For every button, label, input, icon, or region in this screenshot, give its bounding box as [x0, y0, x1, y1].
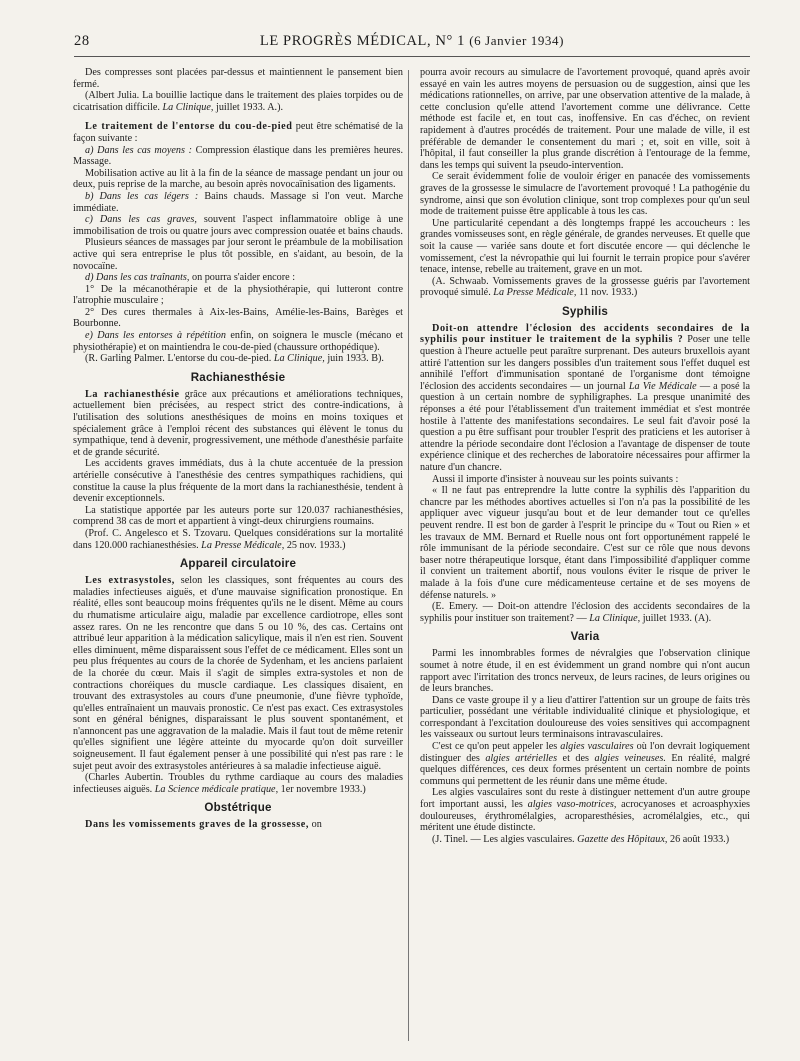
- paragraph: La rachianesthésie grâce aux précautions et améliorations techniques, actuellement bien précisées, au respect strict des contre-indications, à l'utilisation des solutions anesthésiques de moins en moins toxiques et spécialement grâce à l'emploi récent des substances qui élèvent le tonus du sympathique, tend à devenir, progressivement, une méthode d'anesthésie parfaite et de grande sécurité.: [73, 388, 404, 458]
- quotation: « Il ne faut pas entreprendre la lutte contre la syphilis dès l'apparition du chancre par les méthodes abortives actuelles si l'on n'a pas la possibilité de les appliquer avec vigueur jusqu'au bout et de leur demander tout ce qu'elles peuvent rendre. Il est bon de garder à l'esprit le principe du « Tout ou Rien » et les travaux de MM. Bernard et Ruelle nous ont fort opportunément rappelé le rôle immunisant de la période secondaire. C'est sur ce rôle que nous devons baser notre thérapeutique lorsque, étant dans l'impossibilité d'appliquer comme il convient un traitement abortif, nous voulons éviter le risque de priver le malade à la fois d'une cure médicamenteuse certaine et de ses moyens de défense naturels. »: [420, 485, 750, 601]
- paragraph: Ce serait évidemment folie de vouloir ériger en panacée des vomissements graves de la grossesse le simulacre de l'avortement provoqué ! La pathogénie du syndrome, ainsi que son évolution clinique, sont trop complexes pour qu'un seul mode de traitement puisse être applicable à tous les cas.: [420, 171, 750, 218]
- section-heading-varia: Varia: [570, 630, 600, 644]
- citation: (J. Tinel. — Les algies vasculaires. Gazette des Hôpitaux, 26 août 1933.): [432, 833, 730, 845]
- paragraph: pourra avoir recours au simulacre de l'avortement provoqué, quand après avoir essayé en vain les autres moyens de persuasion ou de suggestion, ainsi que les médications rationnelles, on arrive, par une observation attentive de la malade, à cette conclusion qu'elle attend l'avortement comme une délivrance. Cette méthode est facile et, en tout cas, inoffensive. En cas d'échec, on revient rapidement à d'autres procédés de traitement. Pour une malade de ville, il est préférable de demander le consentement du mari ; et, soit en ville, soit à l'hôpital, il faut conseiller la plus grande discrétion à l'entourage de la femme, dans les temps qui suivent la pseudo-intervention.: [420, 67, 750, 171]
- list-item: d) Dans les cas traînants, on pourra s'aider encore :: [85, 272, 296, 284]
- paragraph: Aussi il importe d'insister à nouveau sur les points suivants :: [432, 473, 679, 485]
- paragraph: Plusieurs séances de massages par jour seront le préambule de la mobilisation active qui sera entreprise le plus tôt possible, en s'aidant, au besoin, de la novocaïne.: [73, 237, 403, 272]
- paragraph: Une particularité cependant a dès longtemps frappé les accoucheurs : les grandes vomisseuses sont, en règle générale, de grandes nerveuses. Et quelle que soit la cause — variée sans doute et fort discutée encore — qui déclenche le vomissement, c'est la névropathie qui lui fournit le terrain propice pour s'avérer tenace, intense, rebelle au traitement, grave en un mot.: [420, 217, 750, 276]
- paragraph: Parmi les innombrables formes de névralgies que l'observation clinique soumet à notre étude, il en est évidemment un grand nombre qui n'ont aucun rapport avec l'irritation des troncs nerveux, de leurs racines, de leurs origines ou de leurs branches.: [420, 648, 750, 695]
- paragraph: Les algies vasculaires sont du reste à distinguer nettement d'un autre groupe fort important aussi, les algies vaso-motrices, acrocyanoses et acroasphyxies douloureuses, érythromélalgies, acroparesthésies, acromélalgies, etc., qui méritent une étude distincte.: [420, 787, 751, 834]
- citation: (R. Garling Palmer. L'entorse du cou-de-pied. La Clinique, juin 1933. B).: [85, 353, 384, 365]
- right-column: [420, 67, 750, 845]
- section-heading-appareil-circulatoire: Appareil circulatoire: [179, 557, 297, 571]
- column-divider: [408, 70, 409, 1041]
- page-header: [74, 30, 750, 52]
- running-title: [74, 33, 750, 50]
- list-item: 2° Des cures thermales à Aix-les-Bains, Amélie-les-Bains, Barèges et Bourbonne.: [73, 306, 403, 330]
- list-item: a) Dans les cas moyens : Compression élastique dans les premières heures. Massage.: [73, 144, 404, 168]
- paragraph: Mobilisation active au lit à la fin de la séance de massage pendant un jour ou deux, puis reprise de la marche, au besoin après novocaïnisation des ligaments.: [73, 167, 403, 191]
- journal-title: LE PROGRÈS MÉDICAL, N° 1: [259, 33, 466, 49]
- paragraph: Les extrasystoles, selon les classiques, sont fréquentes au cours des maladies infectieuses aiguës, et d'une mauvaise signification pronostique. En réalité, elles sont beaucoup moins fréquentes qu'ils ne le disent. Même au cours du rhumatisme articulaire aigu, maladie par excellence cardiotrope, elles sont assez rares. On ne les rencontre que dans 5 ou 10 %, des cas. Certains ont attribué leur apparition à la médication salicylique, mais il n'en est rien. Souvent elles diminuent, même disparaissent sous l'effet de ce médicament. Elles sont un peu plus fréquentes au cours de la chorée de Sydenham, et les anciens parlaient de la chorée du cœur. Mais il s'agit de simples extra-systoles et non de contractions choréiques du muscle cardiaque. Les classiques disaient, en trouvant des extrasystoles au cours d'une pneumonie, d'une fièvre typhoïde, qu'elles entraînaient un mauvais pronostic. Ce n'est pas exact. Ces extrasystoles sont en général bénignes, disparaissant le plus souvent spontanément, et n'annoncent pas une aggravation de la maladie. Mais il faut tout de même retenir qu'elles signifient une légère atteinte du myocarde qu'on doit surveiller soigneusement. Il faut également penser à une possibilité qui n'est pas rare : le sujet peut avoir des extrasystoles antérieures à sa maladie infectieuse aiguë.: [73, 575, 403, 772]
- paragraph: Dans ce vaste groupe il y a lieu d'attirer l'attention sur un groupe de faits très particulier, possédant une véritable individualité clinique et physiologique, et correspondant à l'excitation douloureuse des voies sensitives qui accompagnent les vaisseaux ou surtout leurs terminaisons intravasculaires.: [420, 694, 750, 741]
- citation: (A. Schwaab. Vomissements graves de la grossesse guéris par l'avortement provoqué simulé. La Presse Médicale, 11 nov. 1933.): [420, 275, 750, 299]
- list-item: b) Dans les cas légers : Bains chauds. Massage si l'on veut. Marche immédiate.: [73, 190, 403, 214]
- section-heading-rachianesthesie: Rachianesthésie: [190, 370, 286, 384]
- paragraph: La statistique apportée par les auteurs porte sur 120.037 rachianesthésies, comprend 38 cas de mort et appartient à vingt-deux chirurgiens roumains.: [73, 504, 403, 528]
- header-rule: [74, 56, 750, 57]
- page-number: 28: [74, 33, 90, 49]
- list-item: c) Dans les cas graves, souvent l'aspect inflammatoire oblige à une immobilisation de trois ou quatre jours avec compression ouatée et bains chauds.: [73, 214, 404, 237]
- citation: (Albert Julia. La bouillie lactique dans le traitement des plaies torpides ou de cicatrisation difficile. La Clinique, juillet 1933. A.).: [73, 90, 403, 113]
- paragraph: Doit-on attendre l'éclosion des accidents secondaires de la syphilis pour instituer le traitement de la syphilis ? Poser une telle question à l'heure actuelle peut paraître surprenant. Des auteurs bruxellois ayant attiré l'attention sur les dangers possibles d'un traitement sous l'effet duquel est annihilé l'effort d'immunisation spontané de l'organisme dont témoigne l'éclosion des accidents secondaires — un journal La Vie Médicale — a posé la question à un certain nombre de syphiligraphes. La presque unanimité des réponses a été pour l'établissement d'un traitement immédiat et s'est montrée hostile à l'attente des manifestations secondaires. Le seul fait d'avoir posé la question a pu être suffisant pour troubler l'esprit des praticiens et les autoriser à attendre la période secondaire dont l'éclosion a l'avantage de dispenser de toute expérience clinique et des recherches de laboratoire nécessaires pour affirmer la nature d'un chancre.: [420, 322, 751, 473]
- paragraph: C'est ce qu'on peut appeler les algies vasculaires où l'on devrait logiquement distinguer des algies artérielles et des algies veineuses. En réalité, malgré quelques différences, ces deux formes présentent un certain nombre de points communs qui permettent de les réunir dans une même étude.: [420, 741, 750, 787]
- citation: (Prof. C. Angelesco et S. Tzovaru. Quelques considérations sur la mortalité dans 120.000 rachianesthésies. La Presse Médicale, 25 nov. 1933.): [73, 527, 403, 551]
- paragraph: Dans les vomissements graves de la grossesse, on: [85, 819, 322, 831]
- citation: (E. Emery. — Doit-on attendre l'éclosion des accidents secondaires de la syphilis pour instituer son traitement? — La Clinique, juillet 1933. (A).: [420, 601, 750, 624]
- list-item: e) Dans les entorses à répétition enfin, on soignera le muscle (mécano et physiothérapie) et on maintiendra le cou-de-pied (chaussure orthopédique).: [73, 330, 404, 353]
- paragraph: Les accidents graves immédiats, dus à la chute accentuée de la pression artérielle consécutive à l'anesthésie des centres sympathiques rachidiens, qui constitue la cause la plus fréquente de la mort dans la rachianesthésie, tendent à devenir exceptionnels.: [73, 458, 403, 505]
- paragraph: Le traitement de l'entorse du cou-de-pied peut être schématisé de la façon suivante :: [73, 121, 403, 144]
- citation: (Charles Aubertin. Troubles du rythme cardiaque au cours des maladies infectieuses aiguës. La Science médicale pratique, 1er novembre 1933.): [73, 772, 403, 795]
- section-heading-syphilis: Syphilis: [561, 304, 609, 318]
- paragraph: Des compresses sont placées par-dessus et maintiennent le pansement bien fermé.: [73, 67, 403, 90]
- issue-date: (6 Janvier 1934): [469, 33, 565, 48]
- left-column: [73, 67, 403, 831]
- list-item: 1° De la mécanothérapie et de la physiothérapie, qui lutteront contre l'atrophie musculaire ;: [73, 283, 403, 307]
- section-heading-obstetrique: Obstétrique: [204, 801, 272, 815]
